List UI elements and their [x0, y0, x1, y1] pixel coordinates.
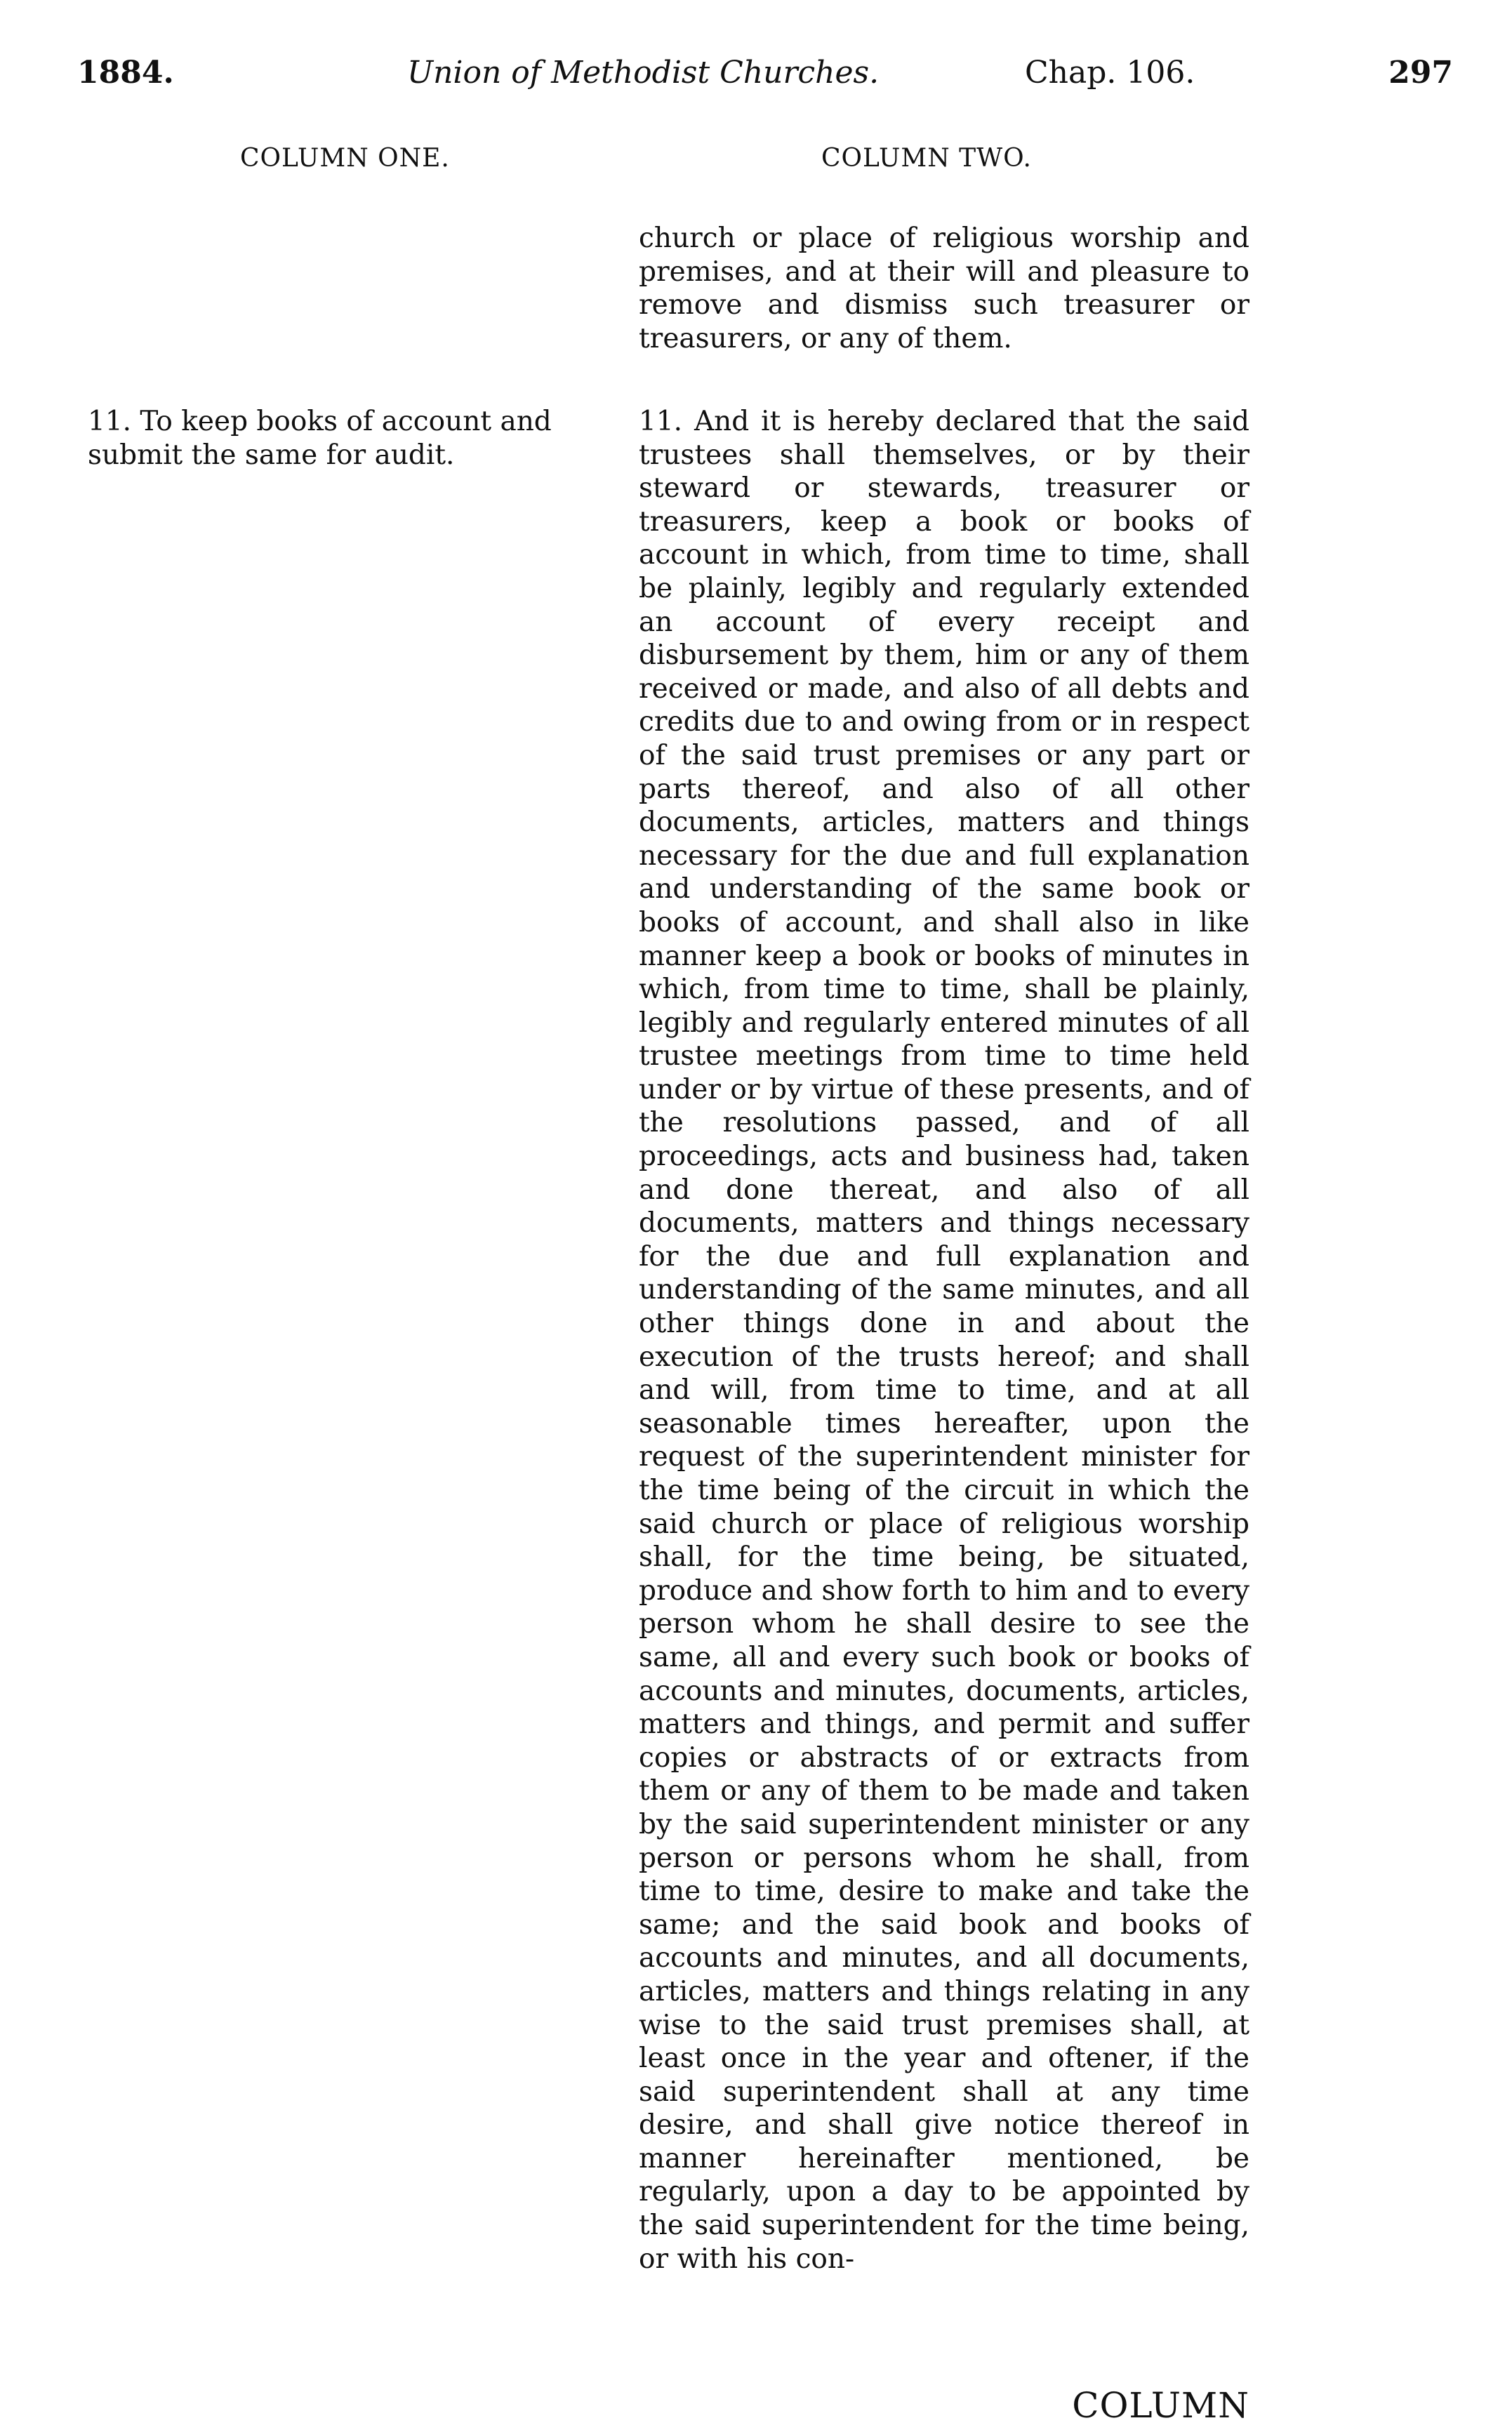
catchword: COLUMN [1072, 2385, 1249, 2426]
continued-text: church or place of religious worship and premises, and at their will and pleasure to remove and dismiss such treasurer or treasurers, or any of them. [639, 223, 1249, 354]
column-one-heading: COLUMN ONE. [240, 144, 450, 173]
column-two-continued-paragraph [639, 222, 1249, 355]
running-head-chapter: Chap. 106. [1025, 55, 1195, 91]
column-one-side-note: 11. To keep books of account and submit the same for audit. [88, 406, 552, 471]
section-11-text: 11. And it is hereby declared that the said trustees shall themselves, or by their steward or stewards, treasurer or treasurers, keep a book or books of account in which, from time to time, shall be plainly, legibly and regularly extended an account of every receipt and disbursement by them, him or any of them received or made, and also of all debts and credits due to and owing from or in respect of the said trust premises or any part or parts thereof, and also of all other documents, articles, matters and things necessary for the due and full explanation and understanding of the same book or books of account, and shall also in like manner keep a book or books of minutes in which, from time to time, shall be plainly, legibly and regularly entered minutes of all trustee meetings from time to time held under or by virtue of these presents, and of the resolutions passed, and of all proceedings, acts and business had, taken and done thereat, and also of all documents, matters and things necessary for the due and full explanation and understanding of the same minutes, and all other things done in and about the execution of the trusts hereof; and shall and will, from time to time, and at all seasonable times hereafter, upon the request of the superintendent minister for the time being of the circuit in which the said church or place of religious worship shall, for the time being, be situated, produce and show forth to him and to every person whom he shall desire to see the same, all and every such book or books of accounts and minutes, documents, articles, matters and things, and permit and suffer copies or abstracts of or extracts from them or any of them to be made and taken by the said superintendent minister or any person or persons whom he shall, from time to time, desire to make and take the same; and the said book and books of accounts and minutes, and all documents, articles, matters and things relating in any wise to the said trust premises shall, at least once in the year and oftener, if the said superintendent shall at any time desire, and shall give notice thereof in manner hereinafter mentioned, be regularly, upon a day to be appointed by the said superintendent for the time being, or with his con- [639, 406, 1249, 2275]
column-two-heading: COLUMN TWO. [821, 144, 1033, 173]
column-two-section-11 [639, 405, 1249, 2276]
running-head [77, 55, 1453, 104]
running-head-title: Union of Methodist Churches. [407, 55, 880, 91]
page-number: 297 [1388, 55, 1453, 91]
running-head-year: 1884. [77, 55, 174, 91]
